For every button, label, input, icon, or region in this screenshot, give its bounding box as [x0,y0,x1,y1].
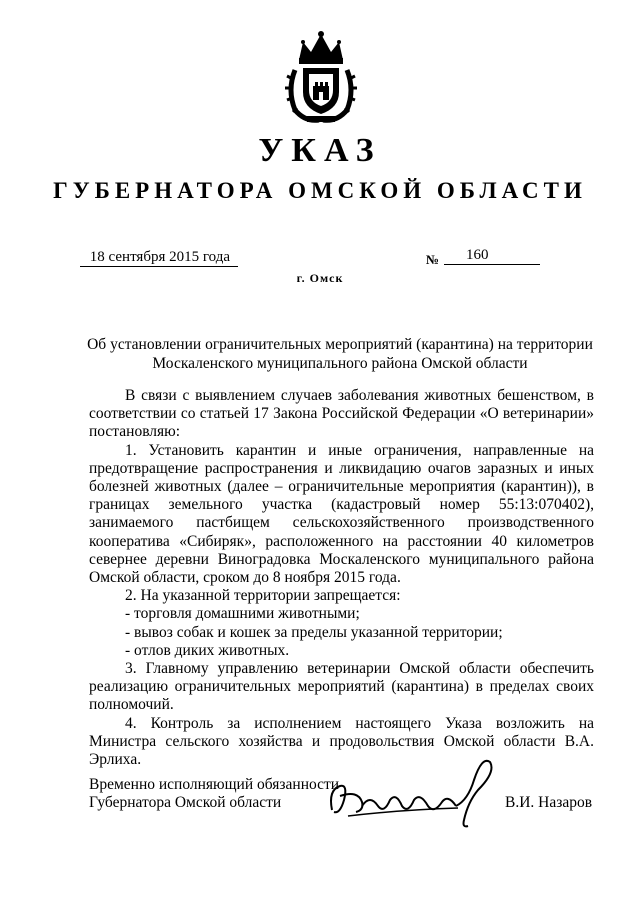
signatory-position-line-1: Временно исполняющий обязанности [89,776,340,793]
signatory-name: В.И. Назаров [505,794,593,811]
clause-4: 4. Контроль за исполнением настоящего Указа возложить на Министра сельского хозяйства и продовольствия Омской области В.А. Эрлиха. [89,714,594,769]
document-body [89,387,594,769]
document-title: УКАЗ [258,132,382,169]
coat-of-arms-emblem [285,30,357,126]
document-issuer: ГУБЕРНАТОРА ОМСКОЙ ОБЛАСТИ [53,178,587,203]
clause-2-item-1: - торговля домашними животными; [125,605,360,623]
clause-2: 2. На указанной территории запрещается: [125,587,401,605]
handwritten-signature [318,750,498,830]
clause-2-item-2: - вывоз собак и кошек за пределы указанной территории; [125,623,503,641]
document-subject: Об установлении ограничительных мероприятий (карантина) на территории Москаленского муниципального района Омской области [87,336,593,372]
preamble-paragraph: В связи с выявлением случаев заболевания животных бешенством, в соответствии со статьей 17 Закона Российской Федерации «О ветеринарии» постановляю: [89,387,594,441]
clause-2-item-3: - отлов диких животных. [125,641,290,659]
signatory-position [89,776,339,812]
clause-1: 1. Установить карантин и иные ограничения, направленные на предотвращение распространения и ликвидацию очагов заразных и иных болезней животных (далее – ограничительные мероприятия (карантин)), в границах земельного участка (кадастровый номер 55:13:070402), занимаемого пастбищем сельскохозяйственного производственного кооператива «Сибиряк», расположенного на расстоянии 40 километров севернее деревни Виноградовка Москаленского муниципального района Омской области, сроком до 8 ноября 2015 года. [89,441,594,587]
document-city: г. Омск [296,271,344,285]
signatory-position-line-2: Губернатора Омской области [89,794,282,811]
document-number: 160 [444,247,540,265]
document-date: 18 сентября 2015 года [80,249,238,267]
clause-3: 3. Главному управлению ветеринарии Омской области обеспечить реализацию ограничительных мероприятий (карантина) в пределах своих полномочий. [89,660,594,714]
number-label: № [426,252,440,267]
